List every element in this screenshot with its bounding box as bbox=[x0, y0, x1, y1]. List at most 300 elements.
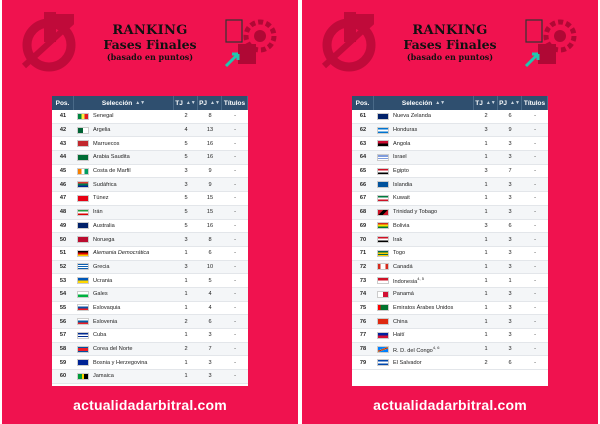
team-name[interactable]: Alemania Democrática bbox=[93, 250, 150, 257]
table-row bbox=[52, 137, 248, 151]
table-row bbox=[52, 151, 248, 165]
cell-pos: 70 bbox=[359, 236, 367, 243]
team-name[interactable]: Panamá bbox=[393, 291, 414, 298]
team-name[interactable]: Kuwait bbox=[393, 195, 410, 202]
table-row bbox=[52, 165, 248, 179]
cell-pos: 73 bbox=[359, 277, 367, 284]
cell-seleccion bbox=[74, 110, 174, 123]
cell-pj: 6 bbox=[208, 318, 212, 325]
cell-pos: 56 bbox=[59, 318, 67, 325]
team-name[interactable]: Honduras bbox=[393, 127, 418, 134]
header-tj[interactable]: TJ ▲▼ bbox=[174, 96, 198, 110]
cell-pos: 42 bbox=[59, 127, 67, 134]
cell-titulos: - bbox=[534, 113, 536, 120]
footnote-mark: 4, 5 bbox=[417, 276, 424, 282]
cell-seleccion bbox=[74, 343, 174, 356]
footer-site[interactable]: actualidadarbitral.com bbox=[73, 397, 227, 413]
header-pos[interactable]: Pos. bbox=[52, 96, 74, 110]
cell-titulos: - bbox=[234, 222, 236, 229]
cell-pj: 3 bbox=[508, 209, 512, 216]
cell-seleccion bbox=[74, 370, 174, 383]
sort-icon: ▲▼ bbox=[510, 100, 520, 106]
team-name[interactable]: Nueva Zelanda bbox=[393, 113, 431, 120]
cell-pj: 10 bbox=[206, 263, 214, 270]
team-name[interactable]: Grecia bbox=[93, 263, 110, 270]
cell-pos: 48 bbox=[59, 209, 67, 216]
cell-titulos: - bbox=[234, 154, 236, 161]
cell-seleccion bbox=[74, 137, 174, 150]
flag-icon bbox=[77, 346, 89, 353]
cell-pj: 3 bbox=[508, 263, 512, 270]
cell-pj: 3 bbox=[508, 304, 512, 311]
cell-titulos: - bbox=[534, 140, 536, 147]
footnote-mark: 4, 6 bbox=[432, 344, 440, 350]
team-name[interactable]: Ucrania bbox=[93, 277, 113, 284]
cell-pj: 7 bbox=[508, 168, 512, 175]
table-row bbox=[352, 356, 548, 370]
cell-pos: 65 bbox=[359, 168, 367, 175]
cell-pos: 78 bbox=[359, 346, 367, 353]
table-row bbox=[352, 124, 548, 138]
cell-seleccion bbox=[374, 192, 474, 205]
cell-titulos: - bbox=[234, 168, 236, 175]
team-name[interactable]: Gales bbox=[93, 291, 108, 298]
cell-pj: 3 bbox=[508, 346, 512, 353]
team-name[interactable]: Islandia bbox=[393, 181, 413, 188]
cell-pos: 45 bbox=[59, 168, 67, 175]
cell-seleccion bbox=[74, 302, 174, 315]
flag-icon bbox=[377, 113, 389, 120]
cell-tj: 1 bbox=[184, 277, 188, 284]
flag-icon bbox=[377, 154, 389, 161]
flag-icon bbox=[377, 250, 389, 257]
cell-seleccion bbox=[74, 165, 174, 178]
cell-pj: 4 bbox=[208, 304, 212, 311]
cell-pos: 59 bbox=[59, 359, 67, 366]
table-row bbox=[52, 343, 248, 357]
cell-seleccion bbox=[374, 178, 474, 191]
cell-pos: 72 bbox=[359, 263, 367, 270]
cell-seleccion bbox=[374, 110, 474, 123]
cell-pos: 77 bbox=[359, 332, 367, 339]
cell-titulos: - bbox=[234, 359, 236, 366]
cell-pj: 4 bbox=[208, 291, 212, 298]
cell-pos: 57 bbox=[59, 332, 67, 339]
cell-pj: 9 bbox=[208, 181, 212, 188]
flag-icon bbox=[77, 168, 89, 175]
team-name[interactable]: China bbox=[393, 318, 408, 325]
cell-seleccion bbox=[74, 206, 174, 219]
cell-pj: 13 bbox=[206, 127, 214, 134]
cell-tj: 5 bbox=[184, 140, 188, 147]
flag-icon bbox=[77, 222, 89, 229]
cell-tj: 1 bbox=[184, 373, 188, 380]
cell-pos: 62 bbox=[359, 127, 367, 134]
cell-tj: 1 bbox=[484, 318, 488, 325]
team-name[interactable]: Togo bbox=[393, 250, 406, 257]
team-name[interactable]: Indonesia$^{4, 5}$ bbox=[393, 276, 424, 286]
sort-icon: ▲▼ bbox=[135, 100, 146, 106]
title-line2: Fases Finales bbox=[403, 37, 497, 52]
header-titulos[interactable]: Títulos bbox=[222, 96, 248, 110]
title-line1: RANKING bbox=[412, 23, 488, 38]
cell-seleccion bbox=[74, 247, 174, 260]
flag-icon bbox=[77, 332, 89, 339]
cell-tj: 2 bbox=[184, 346, 188, 353]
cell-seleccion bbox=[374, 274, 474, 287]
title-line1: RANKING bbox=[112, 23, 188, 38]
flag-icon bbox=[377, 332, 389, 339]
team-name[interactable]: El Salvador bbox=[393, 359, 422, 366]
cell-titulos: - bbox=[234, 304, 236, 311]
cell-pj: 3 bbox=[208, 359, 212, 366]
cell-seleccion bbox=[374, 206, 474, 219]
cell-pj: 3 bbox=[508, 291, 512, 298]
table-row bbox=[352, 315, 548, 329]
ranking-title bbox=[302, 24, 598, 62]
cell-titulos: - bbox=[234, 236, 236, 243]
flag-icon bbox=[77, 127, 89, 134]
flag-icon bbox=[377, 140, 389, 147]
cell-seleccion bbox=[374, 315, 474, 328]
cell-titulos: - bbox=[234, 181, 236, 188]
cell-pj: 8 bbox=[208, 113, 212, 120]
cell-pj: 3 bbox=[508, 140, 512, 147]
sort-icon: ▲▼ bbox=[485, 100, 496, 106]
cell-tj: 3 bbox=[184, 168, 188, 175]
cell-pos: 71 bbox=[359, 250, 367, 257]
team-name[interactable]: Arabia Saudita bbox=[93, 154, 130, 161]
cell-pj: 9 bbox=[208, 168, 212, 175]
cell-pos: 49 bbox=[59, 222, 67, 229]
cell-pos: 79 bbox=[359, 359, 367, 366]
table-row bbox=[52, 206, 248, 220]
ranking-table-right bbox=[352, 96, 548, 386]
header-pos[interactable]: Pos. bbox=[352, 96, 374, 110]
cell-titulos: - bbox=[234, 250, 236, 257]
cell-seleccion bbox=[74, 151, 174, 164]
cell-titulos: - bbox=[234, 209, 236, 216]
cell-pj: 9 bbox=[508, 127, 512, 134]
cell-tj: 1 bbox=[484, 346, 488, 353]
table-body bbox=[52, 110, 248, 384]
cell-titulos: - bbox=[534, 250, 536, 257]
team-name[interactable]: Túnez bbox=[93, 195, 109, 202]
team-name[interactable]: Cuba bbox=[93, 332, 107, 339]
cell-pos: 51 bbox=[59, 250, 67, 257]
cell-pj: 15 bbox=[206, 209, 214, 216]
cell-pj: 1 bbox=[508, 277, 512, 284]
team-name[interactable]: Noruega bbox=[93, 236, 115, 243]
team-name[interactable]: Costa de Marfil bbox=[93, 168, 131, 175]
ranking-panel-right bbox=[302, 0, 598, 424]
sort-icon: ▲▼ bbox=[435, 100, 446, 106]
team-name[interactable]: Eslovenia bbox=[93, 318, 118, 325]
title-line3: (basado en puntos) bbox=[406, 52, 494, 62]
team-name[interactable]: Bosnia y Herzegovina bbox=[93, 359, 148, 366]
cell-tj: 3 bbox=[484, 222, 488, 229]
sort-icon: ▲▼ bbox=[185, 100, 196, 106]
cell-titulos: - bbox=[534, 154, 536, 161]
cell-pos: 43 bbox=[59, 140, 67, 147]
cell-pj: 3 bbox=[508, 250, 512, 257]
cell-tj: 4 bbox=[184, 127, 188, 134]
cell-seleccion bbox=[74, 329, 174, 342]
team-name[interactable]: Australia bbox=[93, 222, 115, 229]
team-name[interactable]: Haití bbox=[393, 332, 405, 339]
cell-tj: 5 bbox=[184, 222, 188, 229]
team-name[interactable]: Canadá bbox=[393, 263, 413, 270]
cell-pj: 3 bbox=[508, 332, 512, 339]
flag-icon bbox=[77, 318, 89, 325]
cell-pos: 41 bbox=[59, 113, 67, 120]
cell-titulos: - bbox=[234, 346, 236, 353]
cell-seleccion bbox=[374, 343, 474, 356]
cell-tj: 1 bbox=[484, 304, 488, 311]
cell-seleccion bbox=[374, 233, 474, 246]
cell-pj: 3 bbox=[508, 236, 512, 243]
table-header bbox=[52, 96, 248, 110]
cell-tj: 2 bbox=[484, 359, 488, 366]
cell-pos: 69 bbox=[359, 222, 367, 229]
cell-seleccion bbox=[374, 247, 474, 260]
team-name[interactable]: Bolivia bbox=[393, 222, 410, 229]
flag-icon bbox=[377, 127, 389, 134]
table-row bbox=[352, 165, 548, 179]
cell-seleccion bbox=[74, 274, 174, 287]
flag-icon bbox=[377, 318, 389, 325]
cell-seleccion bbox=[74, 192, 174, 205]
cell-tj: 3 bbox=[484, 127, 488, 134]
cell-titulos: - bbox=[234, 113, 236, 120]
flag-icon bbox=[377, 346, 389, 353]
team-name[interactable]: Argelia bbox=[93, 127, 111, 134]
cell-seleccion bbox=[74, 178, 174, 191]
header-tj[interactable]: TJ ▲▼ bbox=[474, 96, 498, 110]
team-name[interactable]: Eslovaquia bbox=[93, 304, 121, 311]
cell-titulos: - bbox=[534, 277, 536, 284]
cell-pos: 44 bbox=[59, 154, 67, 161]
table-row bbox=[52, 274, 248, 288]
table-row bbox=[52, 356, 248, 370]
flag-icon bbox=[377, 304, 389, 311]
cell-titulos: - bbox=[534, 127, 536, 134]
cell-pj: 3 bbox=[508, 318, 512, 325]
cell-pos: 68 bbox=[359, 209, 367, 216]
cell-seleccion bbox=[374, 137, 474, 150]
table-row bbox=[352, 288, 548, 302]
cell-tj: 3 bbox=[484, 168, 488, 175]
cell-tj: 1 bbox=[184, 332, 188, 339]
header-seleccion[interactable]: Selección ▲▼ bbox=[374, 96, 474, 110]
flag-icon bbox=[77, 236, 89, 243]
cell-tj: 2 bbox=[184, 113, 188, 120]
cell-pj: 7 bbox=[208, 346, 212, 353]
table-row bbox=[352, 343, 548, 357]
flag-icon bbox=[77, 181, 89, 188]
team-name[interactable]: Marruecos bbox=[93, 140, 120, 147]
flag-icon bbox=[77, 140, 89, 147]
cell-pj: 6 bbox=[508, 222, 512, 229]
team-name[interactable]: Angola bbox=[393, 140, 411, 147]
ranking-table-left bbox=[52, 96, 248, 386]
cell-pos: 64 bbox=[359, 154, 367, 161]
footer-site[interactable]: actualidadarbitral.com bbox=[373, 397, 527, 413]
table-row bbox=[52, 220, 248, 234]
title-line2: Fases Finales bbox=[103, 37, 197, 52]
team-name[interactable]: Corea del Norte bbox=[93, 346, 133, 353]
cell-pj: 3 bbox=[208, 332, 212, 339]
cell-titulos: - bbox=[534, 168, 536, 175]
team-name[interactable]: Senegal bbox=[93, 113, 114, 120]
cell-titulos: - bbox=[534, 318, 536, 325]
flag-icon bbox=[77, 154, 89, 161]
cell-titulos: - bbox=[234, 373, 236, 380]
cell-pj: 16 bbox=[206, 222, 214, 229]
team-name[interactable]: Emiratos Árabes Unidos bbox=[393, 304, 454, 311]
flag-icon bbox=[77, 195, 89, 202]
table-row bbox=[52, 370, 248, 384]
cell-tj: 3 bbox=[184, 263, 188, 270]
flag-icon bbox=[77, 291, 89, 298]
table-row bbox=[352, 247, 548, 261]
flag-icon bbox=[77, 113, 89, 120]
flag-icon bbox=[77, 209, 89, 216]
flag-icon bbox=[77, 250, 89, 257]
cell-titulos: - bbox=[234, 195, 236, 202]
flag-icon bbox=[377, 263, 389, 270]
table-row bbox=[352, 137, 548, 151]
flag-icon bbox=[77, 263, 89, 270]
cell-pj: 16 bbox=[206, 140, 214, 147]
cell-tj: 2 bbox=[184, 318, 188, 325]
table-row bbox=[52, 247, 248, 261]
table-row bbox=[352, 206, 548, 220]
cell-titulos: - bbox=[234, 291, 236, 298]
cell-pj: 3 bbox=[508, 181, 512, 188]
cell-seleccion bbox=[374, 288, 474, 301]
cell-pos: 67 bbox=[359, 195, 367, 202]
cell-titulos: - bbox=[534, 236, 536, 243]
team-name[interactable]: Jamaica bbox=[93, 373, 114, 380]
cell-seleccion bbox=[74, 124, 174, 137]
cell-tj: 1 bbox=[484, 291, 488, 298]
sort-icon: ▲▼ bbox=[210, 100, 220, 106]
cell-seleccion bbox=[374, 329, 474, 342]
cell-titulos: - bbox=[234, 332, 236, 339]
cell-titulos: - bbox=[534, 195, 536, 202]
cell-seleccion bbox=[374, 124, 474, 137]
table-row bbox=[352, 261, 548, 275]
cell-tj: 3 bbox=[184, 236, 188, 243]
cell-seleccion bbox=[74, 220, 174, 233]
table-row bbox=[52, 192, 248, 206]
cell-pos: 60 bbox=[59, 373, 67, 380]
team-name[interactable]: Sudáfrica bbox=[93, 181, 117, 188]
cell-titulos: - bbox=[234, 318, 236, 325]
cell-pos: 50 bbox=[59, 236, 67, 243]
team-name[interactable]: Egipto bbox=[393, 168, 409, 175]
cell-titulos: - bbox=[534, 222, 536, 229]
header-titulos[interactable]: Títulos bbox=[522, 96, 548, 110]
cell-titulos: - bbox=[534, 291, 536, 298]
cell-seleccion bbox=[374, 220, 474, 233]
table-row bbox=[352, 274, 548, 288]
team-name[interactable]: Irán bbox=[93, 209, 103, 216]
table-row bbox=[352, 110, 548, 124]
team-name[interactable]: Israel bbox=[393, 154, 407, 161]
cell-tj: 5 bbox=[184, 195, 188, 202]
cell-pj: 5 bbox=[208, 277, 212, 284]
team-name[interactable]: Trinidad y Tobago bbox=[393, 209, 438, 216]
cell-pj: 15 bbox=[206, 195, 214, 202]
table-row bbox=[52, 178, 248, 192]
cell-titulos: - bbox=[534, 359, 536, 366]
flag-icon bbox=[77, 304, 89, 311]
table-row bbox=[352, 151, 548, 165]
cell-pj: 6 bbox=[508, 113, 512, 120]
table-row bbox=[52, 302, 248, 316]
cell-tj: 5 bbox=[184, 154, 188, 161]
flag-icon bbox=[377, 181, 389, 188]
cell-titulos: - bbox=[534, 332, 536, 339]
table-row bbox=[52, 124, 248, 138]
table-row bbox=[52, 315, 248, 329]
flag-icon bbox=[77, 359, 89, 366]
flag-icon bbox=[377, 236, 389, 243]
table-body bbox=[352, 110, 548, 370]
cell-tj: 1 bbox=[184, 250, 188, 257]
cell-tj: 1 bbox=[184, 304, 188, 311]
flag-icon bbox=[77, 373, 89, 380]
cell-seleccion bbox=[74, 288, 174, 301]
table-row bbox=[52, 329, 248, 343]
cell-titulos: - bbox=[534, 181, 536, 188]
header-seleccion[interactable]: Selección ▲▼ bbox=[74, 96, 174, 110]
cell-pj: 3 bbox=[208, 373, 212, 380]
cell-pj: 6 bbox=[508, 359, 512, 366]
cell-titulos: - bbox=[234, 140, 236, 147]
ranking-panel-left bbox=[2, 0, 298, 424]
cell-pos: 66 bbox=[359, 181, 367, 188]
cell-tj: 1 bbox=[184, 359, 188, 366]
header-pj[interactable]: PJ ▲▼ bbox=[198, 96, 222, 110]
cell-titulos: - bbox=[534, 346, 536, 353]
cell-pos: 53 bbox=[59, 277, 67, 284]
table-row bbox=[352, 233, 548, 247]
cell-pos: 58 bbox=[59, 346, 67, 353]
cell-tj: 1 bbox=[484, 140, 488, 147]
cell-tj: 1 bbox=[484, 236, 488, 243]
cell-tj: 1 bbox=[484, 277, 488, 284]
cell-pos: 46 bbox=[59, 181, 67, 188]
table-row bbox=[52, 288, 248, 302]
cell-titulos: - bbox=[234, 277, 236, 284]
flag-icon bbox=[377, 359, 389, 366]
cell-tj: 1 bbox=[484, 263, 488, 270]
cell-tj: 1 bbox=[184, 291, 188, 298]
cell-pos: 52 bbox=[59, 263, 67, 270]
cell-tj: 1 bbox=[484, 250, 488, 257]
title-line3: (basado en puntos) bbox=[106, 52, 194, 62]
team-name[interactable]: R. D. del Congo$^{4, 6}$ bbox=[393, 344, 440, 354]
ranking-title bbox=[2, 24, 298, 62]
header-pj[interactable]: PJ ▲▼ bbox=[498, 96, 522, 110]
cell-pos: 74 bbox=[359, 291, 367, 298]
team-name[interactable]: Irak bbox=[393, 236, 403, 243]
cell-seleccion bbox=[74, 233, 174, 246]
flag-icon bbox=[77, 277, 89, 284]
